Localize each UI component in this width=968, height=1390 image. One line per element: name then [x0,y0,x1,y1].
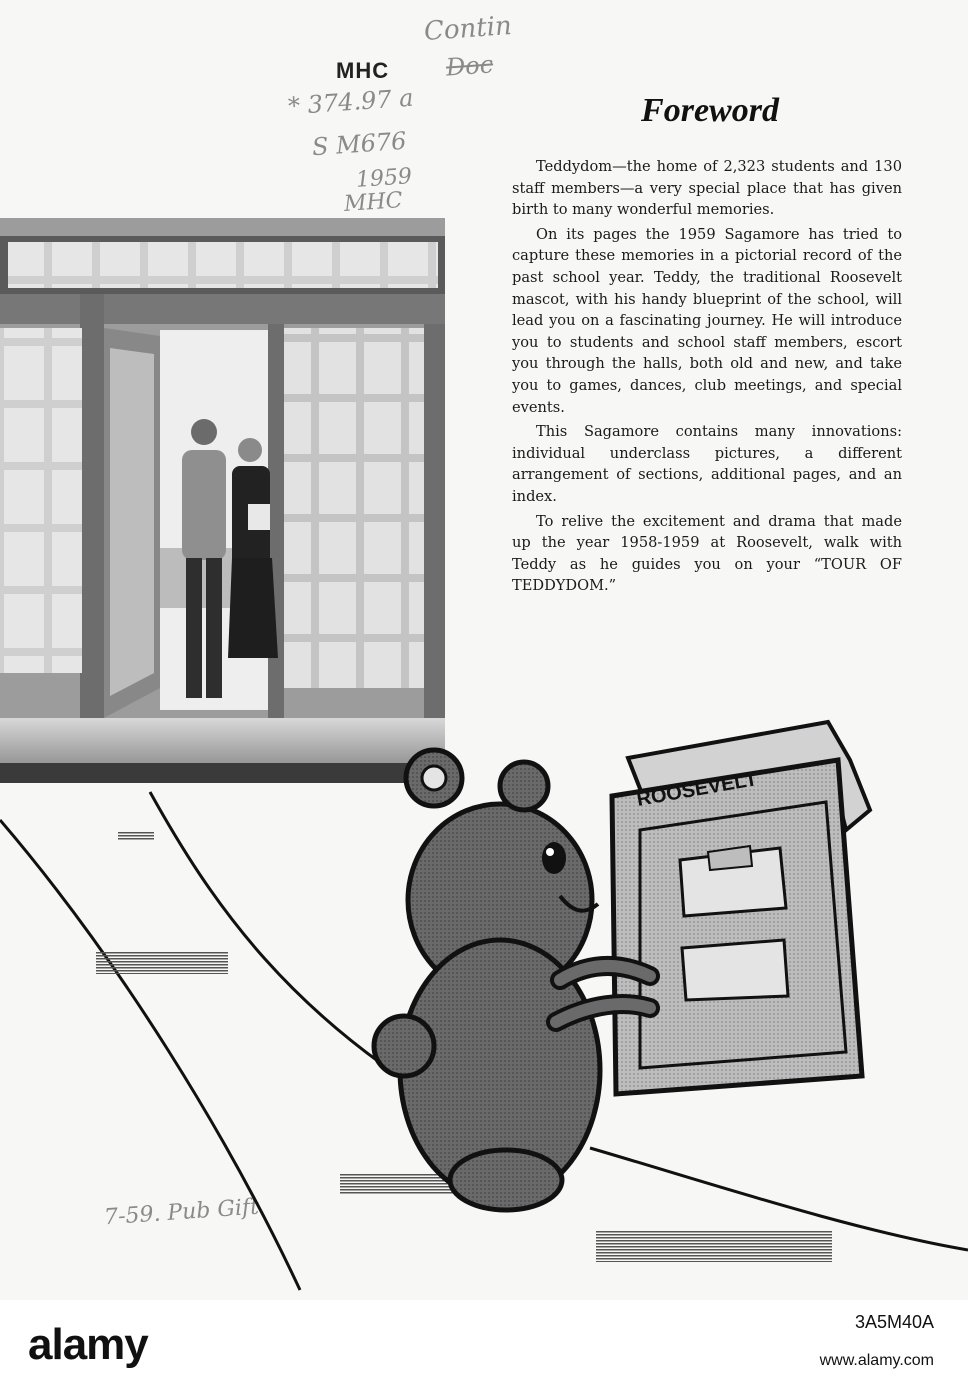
teddy-mascot-illustration [0,700,968,1300]
foreword-paragraph: To relive the excitement and drama that made up the year 1958-1959 at Roosevelt, walk with Teddy as he guides you on your “TOUR OF TEDDYDOM.” [512,512,902,595]
handwritten-year: 1959 [355,164,413,193]
doorway-photo [0,218,445,783]
handwritten-call-number: * 374.97 a [287,83,415,121]
foreword-paragraph: On its pages the 1959 Sagamore has tried to capture these memories in a pictorial record of the past school year. Teddy, the traditional Roosevelt mascot, with his handy blueprint of the school, will lead you on a fascinating journey. He will introduce you to students and school staff members, escort you through the halls, both old and new, and take you to games, dances, club meetings, and special events. [512,225,902,416]
handwritten-note-top: Contin [423,10,513,48]
handwritten-struck-note: Doc [445,50,495,82]
blueprint-book [612,722,870,1094]
watermark-url: www.alamy.com [819,1352,934,1369]
foreword-paragraph: Teddydom—the home of 2,323 students and 130 staff members—a very special place that has given birth to many wonderful memories. [512,158,902,219]
book-label: ROOSEVELT [635,768,759,811]
foreword-paragraph: This Sagamore contains many innovations: individual underclass pictures, a different arrangement of sections, additional pages, and an index. [512,423,902,505]
foreword-body [512,156,902,600]
library-stamp: MHC [336,58,390,83]
handwritten-bottom-note: 7-59. Pub Gift [103,1194,260,1231]
handwritten-call-number-line2: S M676 [311,126,408,162]
foreword-title: Foreword [641,92,779,129]
image-id: 3A5M40A [854,1312,934,1332]
teddy-bear [374,750,650,1210]
alamy-logo: alamy [28,1320,148,1369]
handwritten-year-note: MHC [343,187,404,218]
